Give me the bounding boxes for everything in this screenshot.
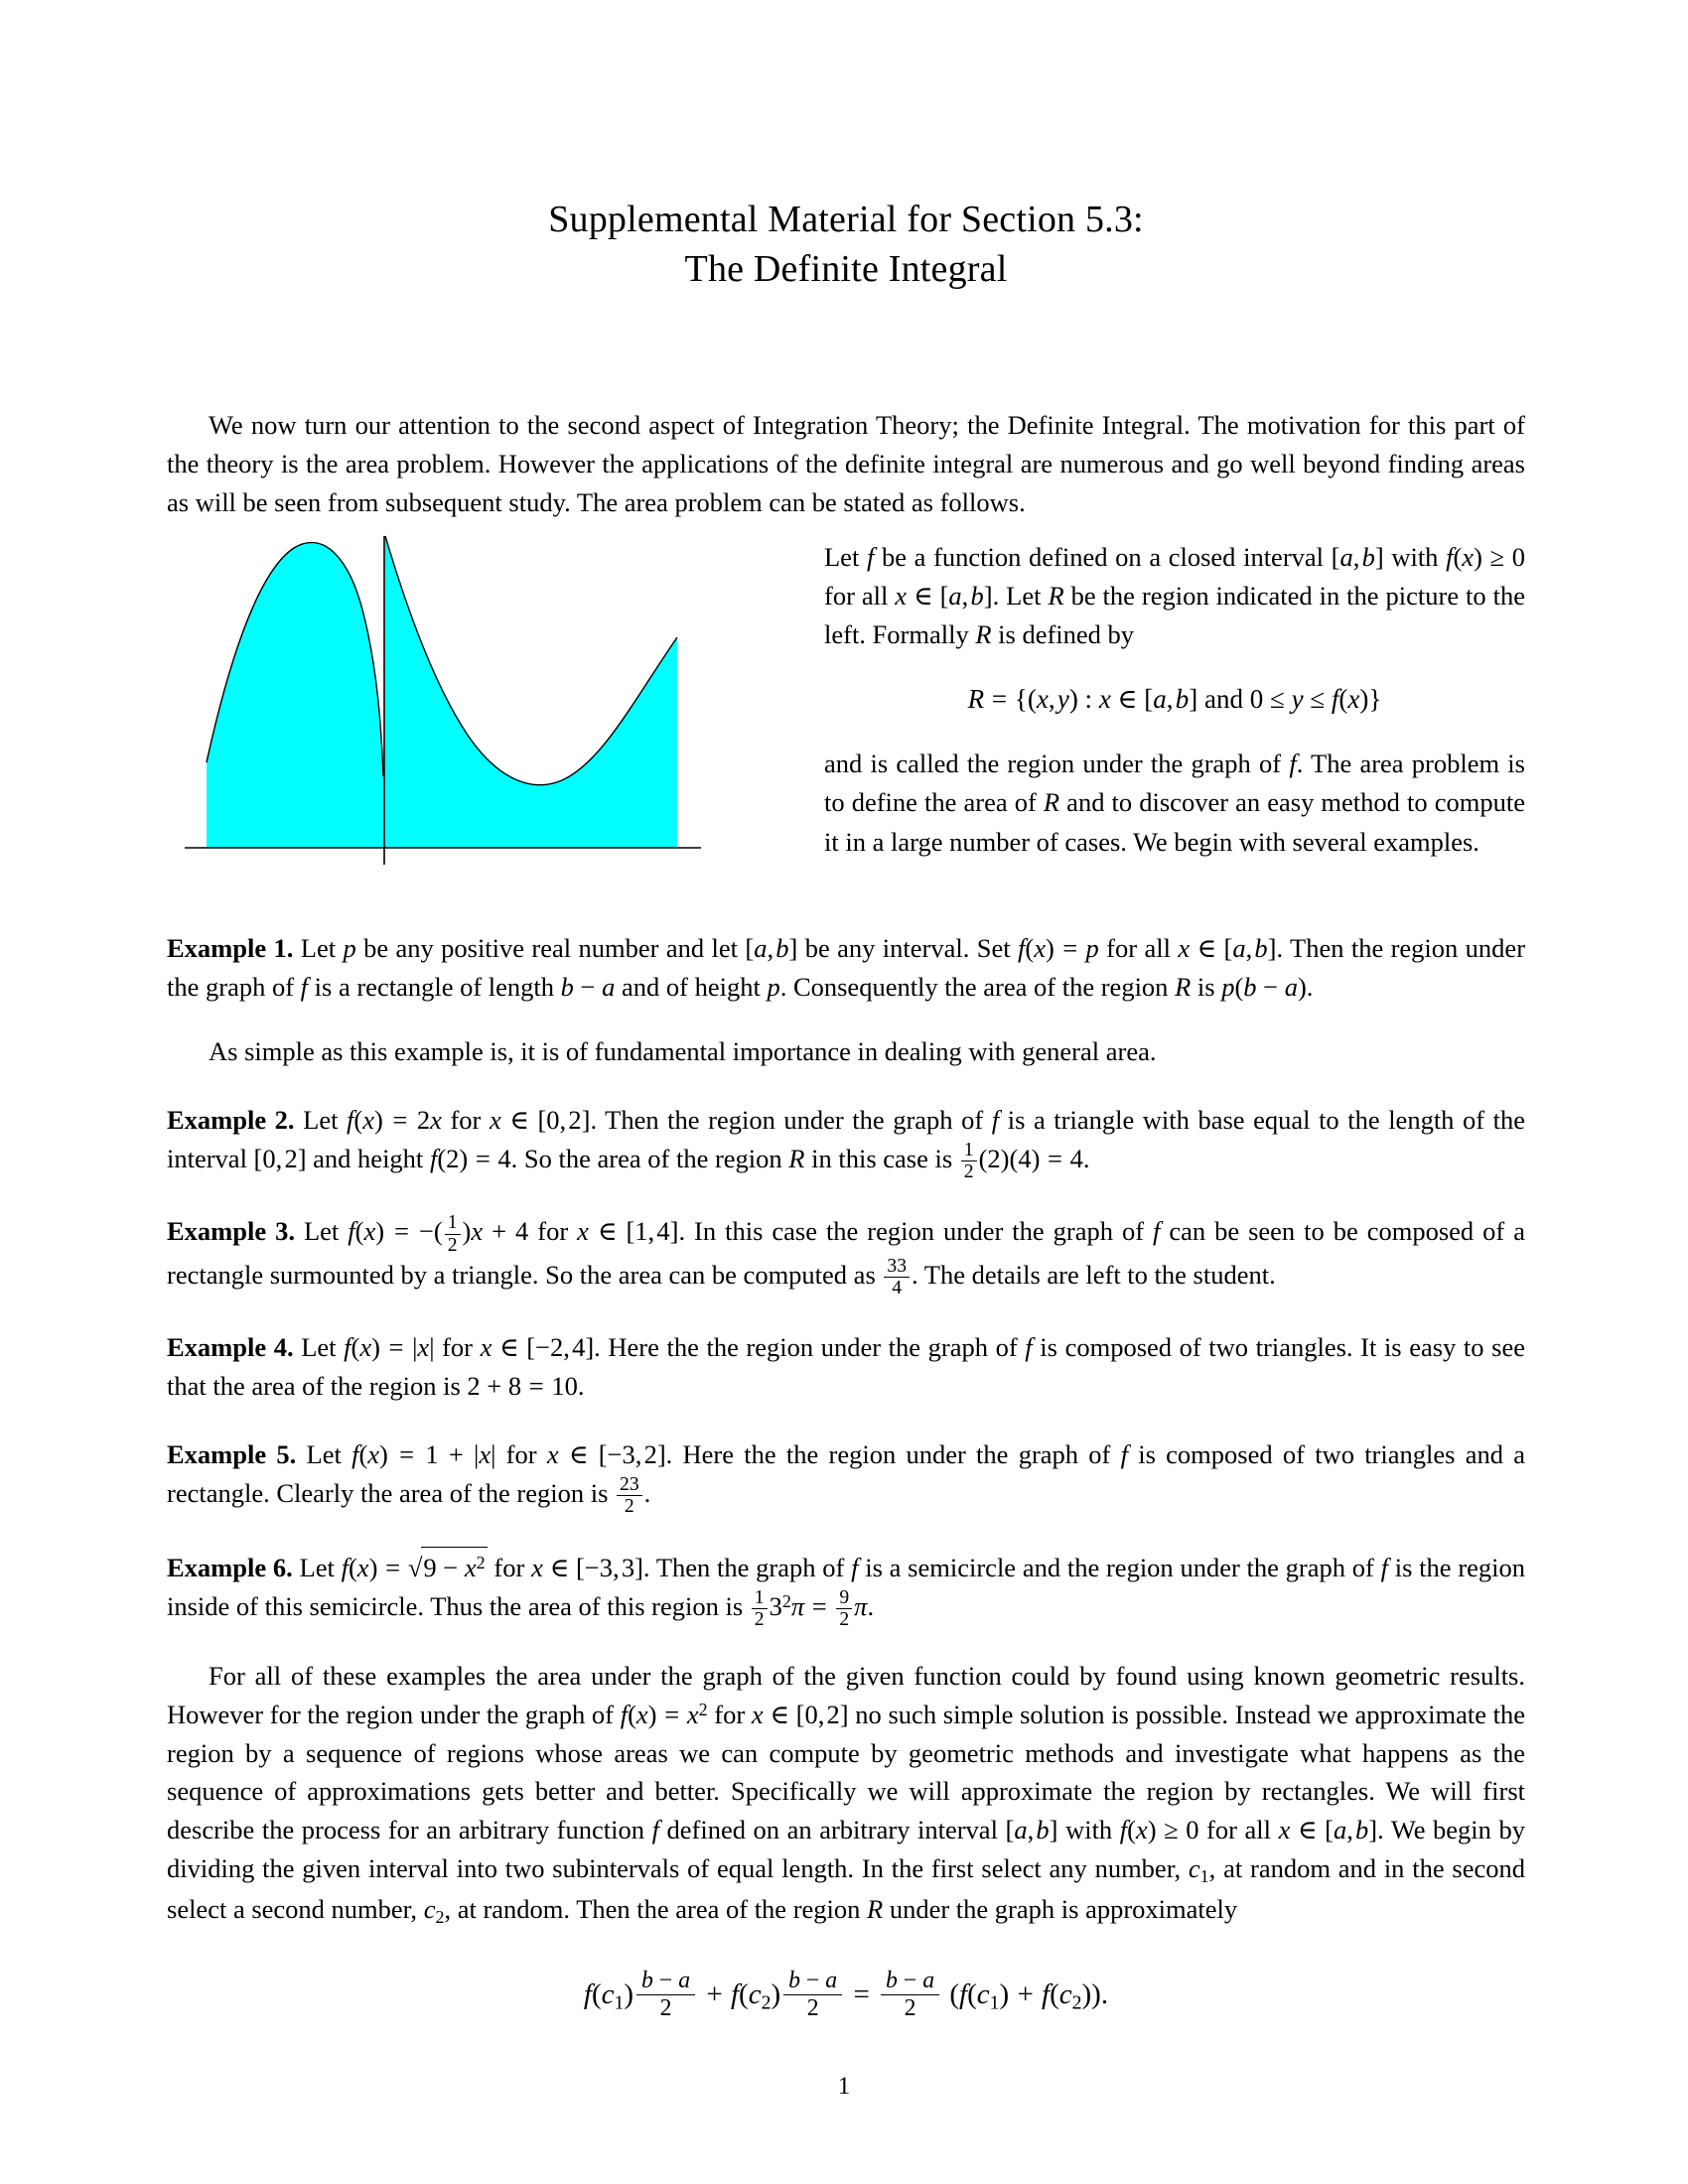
figure-and-description-row	[167, 524, 1525, 899]
document-title	[167, 0, 1525, 294]
page-content	[167, 0, 1525, 2022]
example-6-label: Example 6.	[167, 1553, 293, 1583]
intro-paragraph: We now turn our attention to the second aspect of Integration Theory; the Definite Integral. The motivation for this part of the theory is the area problem. However the applications of the definite integral are numerous and go well beyond finding areas as will be seen from subsequent study. The area problem can be stated as follows.	[167, 410, 1525, 518]
side-paragraph-1: Let f be a function defined on a closed interval [a, b] with f(x) ≥ 0 for all x ∈ [a, b]. Let R be the region indicated in the picture to the left. Formally R is defined by	[824, 542, 1525, 650]
figure-description-column	[824, 538, 1525, 861]
example-6: Example 6. Let $f(x) = √9 - x^2$ for x ∈ [−3, 3]. Then the graph of f is a semicircle and the region under the graph of f is the region inside of this semicircle. Thus the area of this region is $\frac{1}{2}$ $3^2\pi$ = $\frac{9}{2}$ π.	[167, 1547, 1525, 1630]
example-4-label: Example 4.	[167, 1332, 294, 1363]
example-2-label: Example 2.	[167, 1105, 295, 1136]
page-number: 1	[837, 2073, 851, 2100]
interlude-paragraph: As simple as this example is, it is of fundamental importance in dealing with general area.	[209, 1036, 1157, 1067]
example-1: Example 1. Let p be any positive real number and let [a, b] be any interval. Set f(x) = p for all x ∈ [a, b]. Then the region under the graph of f is a rectangle of length b − a and of height p. Consequently the area of the region R is p(b − a).	[167, 933, 1526, 1003]
approximation-equation: $f(c_1)$ $\frac{b - a}{2}$ + $f(c_2)$ $\frac{b - a}{2}$ = $\frac{b - a}{2}$ $(f(c_1) + f(c_2))$.	[583, 1968, 1109, 2021]
example-2: Example 2. Let f(x) = 2x for x ∈ [0, 2]. Then the region under the graph of f is a triangle with base equal to the length of the interval [0, 2] and height f(2) = 4. So the area of the region R in this case is $\frac{1}{2}$ (2)(4) = 4.	[167, 1105, 1526, 1183]
region-set-equation: R = {(x, y) : x ∈ [a, b] and 0 ≤ y ≤ f(x)}	[967, 684, 1382, 715]
example-4: Example 4. Let f(x) = |x| for x ∈ [−2, 4]. Here the the region under the graph of f is composed of two triangles. It is easy to see that the area of the region is 2 + 8 = 10.	[167, 1332, 1525, 1402]
example-5-label: Example 5.	[167, 1438, 297, 1469]
side-paragraph-2: and is called the region under the graph of f. The area problem is to define the area of R and to discover an easy method to compute it in a large number of cases. We begin with several examples.	[824, 749, 1525, 857]
example-1-label: Example 1.	[167, 933, 294, 964]
example-5: Example 5. Let f(x) = 1 + |x| for x ∈ [−3, 2]. Here the the region under the graph of f is composed of two triangles and a rectangle. Clearly the area of the region is $\frac{23}{2}$ .	[167, 1438, 1525, 1518]
title-line-2: The Definite Integral	[684, 248, 1008, 291]
closing-paragraph: For all of these examples the area under the graph of the given function could by found using known geometric results. However for the region under the graph of $f(x) = x^2$ for x ∈ [0, 2] no such simple solution is possible. Instead we approximate the region by a sequence of regions whose areas we can compute by geometric methods and investigate what happens as the sequence of approximations gets better and better. Specifically we will approximate the region by rectangles. We will first describe the process for an arbitrary function f defined on an arbitrary interval [a, b] with f(x) ≥ 0 for all x ∈ [a, b]. We begin by dividing the given interval into two subintervals of equal length. In the first select any number, $c_1$, at random and in the second select a second number, $c_2$, at random. Then the area of the region R under the graph is approximately	[167, 1660, 1526, 1927]
title-line-1: Supplemental Material for Section 5.3:	[548, 199, 1144, 240]
example-3-label: Example 3.	[167, 1216, 295, 1247]
region-figure	[185, 532, 701, 901]
example-3: Example 3. Let f(x) = −( $\frac{1}{2}$ )x + 4 for x ∈ [1, 4]. In this case the region under the graph of f can be seen to be composed of a rectangle surmounted by a triangle. So the area can be computed as $\frac{33}{4}$ . The details are left to the student.	[167, 1212, 1525, 1298]
